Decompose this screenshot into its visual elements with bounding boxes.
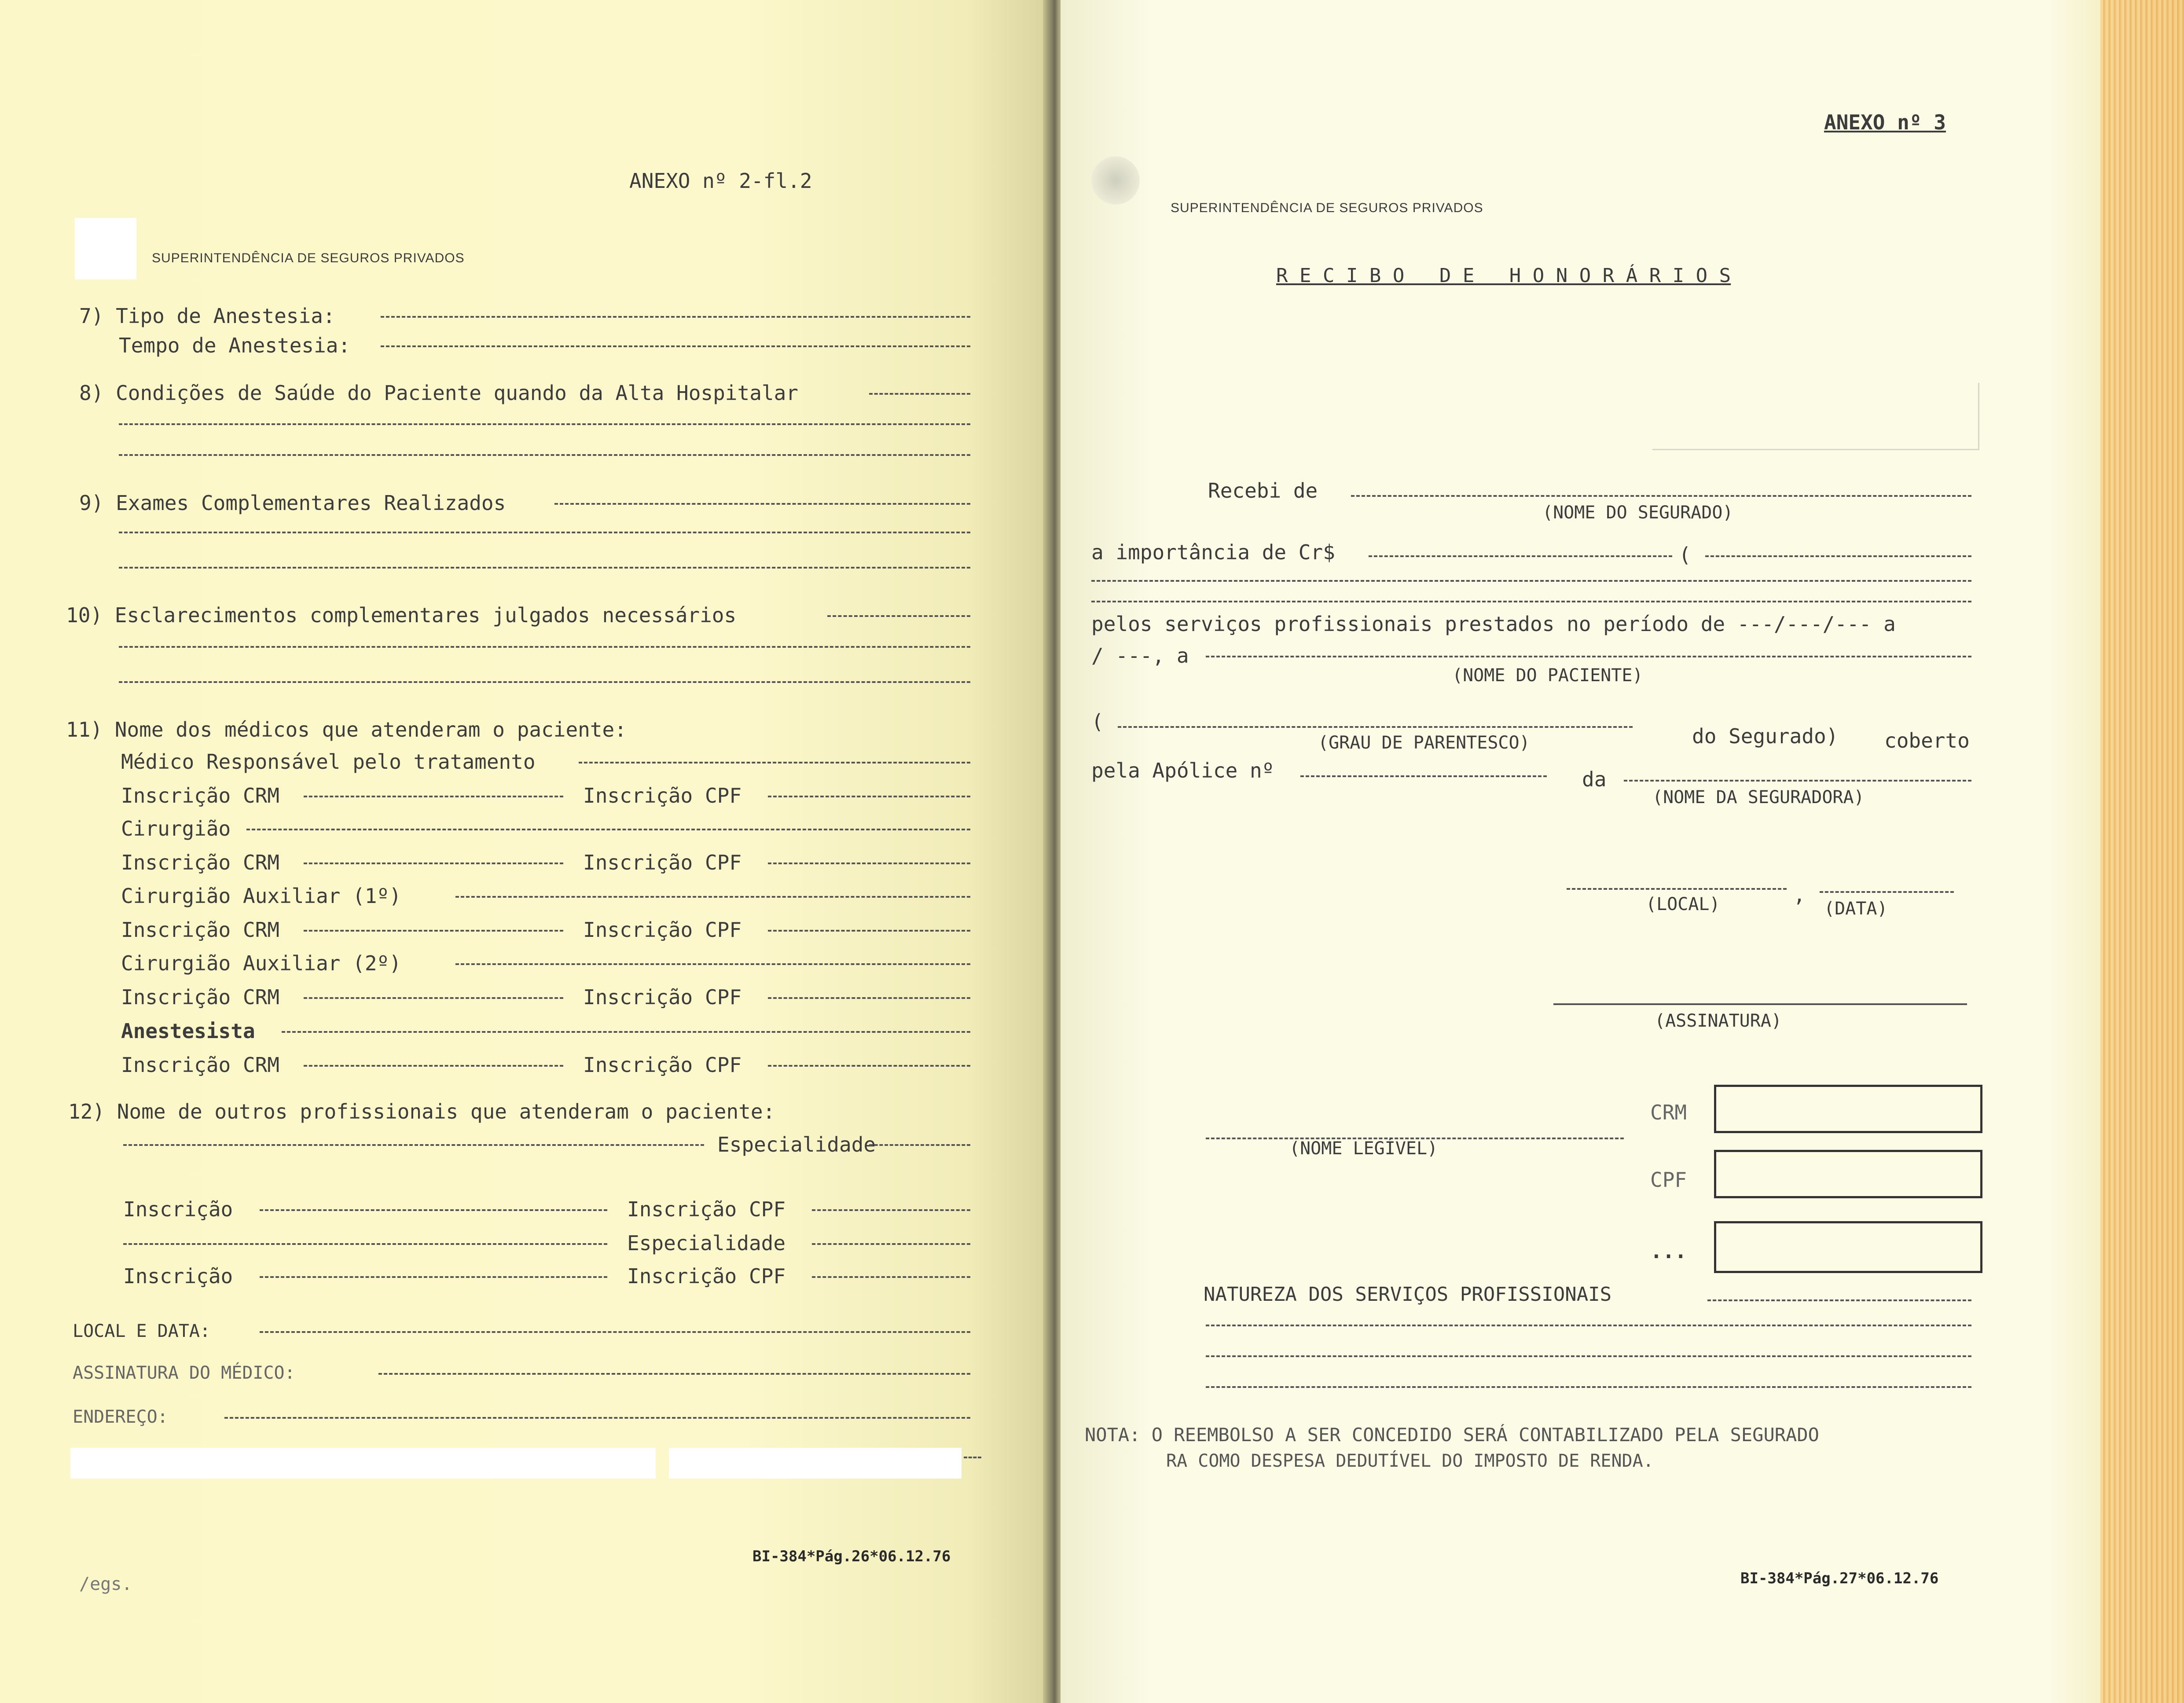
importancia-line-3 bbox=[1091, 601, 1971, 602]
nota-line-1: NOTA: O REEMBOLSO A SER CONCEDIDO SERÁ CONTABILIZADO PELA SEGURADO bbox=[1085, 1424, 1819, 1446]
faint-box bbox=[1652, 383, 1979, 450]
cpf-line-1 bbox=[768, 796, 970, 797]
grau-caption: (GRAU DE PARENTESCO) bbox=[1318, 733, 1530, 753]
cirurgiao-label: Cirurgião bbox=[121, 817, 231, 840]
cpf-label: CPF bbox=[1650, 1168, 1687, 1192]
crm-line-3 bbox=[304, 930, 563, 932]
local-data-comma: , bbox=[1793, 883, 1806, 907]
recebi-line bbox=[1351, 495, 1971, 497]
cirurgiao-aux1-line bbox=[455, 896, 970, 898]
especialidade-label-1: Especialidade bbox=[717, 1133, 876, 1156]
nome-seguradora-caption: (NOME DA SEGURADORA) bbox=[1652, 787, 1865, 807]
annex-label-right: ANEXO nº 3 bbox=[1824, 110, 1946, 134]
endereco-line-tail bbox=[964, 1457, 981, 1458]
extra-label: ... bbox=[1650, 1239, 1687, 1263]
item12-name-line-1 bbox=[123, 1144, 704, 1146]
importancia-label: a importância de Cr$ bbox=[1091, 540, 1335, 564]
left-page bbox=[0, 0, 1052, 1703]
page-edges bbox=[2100, 0, 2184, 1703]
item11-label: 11) Nome dos médicos que atenderam o paciente: bbox=[66, 718, 627, 741]
cpf-line-4 bbox=[768, 997, 970, 999]
natureza-line-3 bbox=[1206, 1355, 1971, 1357]
seal-emblem bbox=[1091, 156, 1140, 205]
coberto-label: coberto bbox=[1884, 729, 1970, 752]
grau-line bbox=[1118, 726, 1633, 728]
receipt-title: R E C I B O D E H O N O R Á R I O S bbox=[1276, 264, 1731, 287]
periodo-end-line: / ---, a bbox=[1091, 644, 1189, 668]
item9-line-1 bbox=[554, 503, 970, 505]
inscricao-cpf-label-6: Inscrição CPF bbox=[627, 1197, 786, 1221]
cpf-line-3 bbox=[768, 930, 970, 932]
assinatura-label: ASSINATURA DO MÉDICO: bbox=[73, 1363, 295, 1383]
inscricao-label-1: Inscrição bbox=[123, 1197, 233, 1221]
natureza-line-2 bbox=[1206, 1325, 1971, 1326]
especialidade-line-2 bbox=[812, 1243, 970, 1245]
natureza-label: NATUREZA DOS SERVIÇOS PROFISSIONAIS bbox=[1204, 1283, 1612, 1306]
anestesista-line bbox=[282, 1031, 970, 1033]
crm-line-2 bbox=[304, 863, 563, 864]
item9-line-3 bbox=[119, 567, 970, 569]
page-stamp-right: BI-384*Pág.27*06.12.76 bbox=[1740, 1570, 1939, 1587]
page-stamp-left: BI-384*Pág.26*06.12.76 bbox=[752, 1548, 951, 1565]
nome-segurado-caption: (NOME DO SEGURADO) bbox=[1542, 503, 1733, 523]
grau-open-paren: ( bbox=[1091, 710, 1104, 734]
especialidade-line-1 bbox=[869, 1144, 970, 1146]
item7-tempo-line bbox=[381, 345, 970, 347]
item8-line-3 bbox=[119, 454, 970, 456]
agency-header-right: SUPERINTENDÊNCIA DE SEGUROS PRIVADOS bbox=[1171, 201, 1483, 215]
crm-label: CRM bbox=[1650, 1101, 1687, 1124]
item10-line-1 bbox=[827, 615, 970, 617]
cirurgiao-aux2-line bbox=[455, 963, 970, 965]
item8-line-2 bbox=[119, 423, 970, 425]
crm-box[interactable] bbox=[1714, 1085, 1982, 1133]
importancia-value-line bbox=[1369, 555, 1672, 557]
medico-resp-line bbox=[579, 762, 970, 763]
cpf-label-2: Inscrição CPF bbox=[583, 851, 742, 874]
inscricao-line-1 bbox=[260, 1209, 607, 1211]
cpf-box[interactable] bbox=[1714, 1150, 1982, 1198]
local-line bbox=[1567, 888, 1787, 890]
crm-label-1: Inscrição CRM bbox=[121, 784, 280, 807]
medico-resp-label: Médico Responsável pelo tratamento bbox=[121, 750, 536, 774]
redacted-seal-left bbox=[75, 218, 136, 279]
seguradora-line bbox=[1624, 780, 1971, 782]
item12-label: 12) Nome de outros profissionais que atenderam o paciente: bbox=[68, 1100, 775, 1123]
inscricao-cpf-line-6 bbox=[812, 1209, 970, 1211]
redacted-address-2 bbox=[669, 1448, 962, 1479]
cirurgiao-aux2-label: Cirurgião Auxiliar (2º) bbox=[121, 951, 401, 975]
natureza-line-1 bbox=[1707, 1299, 1971, 1301]
crm-line-1 bbox=[304, 796, 563, 797]
extra-box[interactable] bbox=[1714, 1221, 1982, 1273]
nome-paciente-line bbox=[1206, 656, 1971, 657]
cpf-label-4: Inscrição CPF bbox=[583, 985, 742, 1009]
data-line bbox=[1820, 891, 1954, 893]
cirurgiao-line bbox=[246, 829, 970, 830]
assinatura-caption: (ASSINATURA) bbox=[1655, 1011, 1782, 1031]
right-page bbox=[1061, 0, 2184, 1703]
data-caption: (DATA) bbox=[1824, 899, 1888, 919]
nome-paciente-caption: (NOME DO PACIENTE) bbox=[1452, 665, 1643, 686]
cpf-label-3: Inscrição CPF bbox=[583, 918, 742, 942]
inscricao-cpf-label-7: Inscrição CPF bbox=[627, 1264, 786, 1288]
item8-line-1 bbox=[869, 393, 970, 395]
cirurgiao-aux1-label: Cirurgião Auxiliar (1º) bbox=[121, 884, 401, 908]
especialidade-label-2: Especialidade bbox=[627, 1231, 786, 1255]
endereco-label: ENDEREÇO: bbox=[73, 1407, 168, 1427]
local-caption: (LOCAL) bbox=[1646, 894, 1720, 914]
agency-header-left: SUPERINTENDÊNCIA DE SEGUROS PRIVADOS bbox=[152, 251, 465, 265]
item10-label: 10) Esclarecimentos complementares julgados necessários bbox=[66, 603, 737, 627]
crm-label-4: Inscrição CRM bbox=[121, 985, 280, 1009]
item7-tempo-label: Tempo de Anestesia: bbox=[119, 334, 351, 357]
inscricao-line-2 bbox=[260, 1276, 607, 1278]
local-data-label: LOCAL E DATA: bbox=[73, 1321, 211, 1341]
pelos-servicos-label: pelos serviços profissionais prestados no período de ---/---/--- a bbox=[1091, 612, 1896, 636]
item7-tipo-line bbox=[381, 316, 970, 318]
inscricao-cpf-line-7 bbox=[812, 1276, 970, 1278]
crm-label-2: Inscrição CRM bbox=[121, 851, 280, 874]
cpf-line-5 bbox=[768, 1065, 970, 1067]
apolice-label: pela Apólice nº bbox=[1091, 759, 1274, 782]
apolice-line bbox=[1300, 775, 1547, 777]
local-data-line bbox=[260, 1331, 970, 1333]
assinatura-line bbox=[378, 1373, 970, 1375]
item9-line-2 bbox=[119, 532, 970, 533]
recebi-label: Recebi de bbox=[1208, 479, 1318, 503]
importancia-extenso-line bbox=[1705, 555, 1971, 557]
do-segurado-label: do Segurado) bbox=[1692, 724, 1839, 748]
annex-label-left: ANEXO nº 2-fl.2 bbox=[629, 169, 812, 193]
crm-label-3: Inscrição CRM bbox=[121, 918, 280, 942]
item7-tipo-label: 7) Tipo de Anestesia: bbox=[79, 304, 335, 328]
initials: /egs. bbox=[79, 1574, 132, 1594]
item8-label: 8) Condições de Saúde do Paciente quando da Alta Hospitalar bbox=[79, 381, 798, 405]
crm-line-4 bbox=[304, 997, 563, 999]
nota-line-2: RA COMO DESPESA DEDUTÍVEL DO IMPOSTO DE RENDA. bbox=[1166, 1451, 1654, 1471]
item12-name-line-2 bbox=[123, 1243, 607, 1245]
item9-label: 9) Exames Complementares Realizados bbox=[79, 491, 506, 515]
anestesista-label: Anestesista bbox=[121, 1019, 255, 1043]
item10-line-2 bbox=[119, 646, 970, 648]
nome-legivel-caption: (NOME LEGÍVEL) bbox=[1289, 1138, 1438, 1159]
natureza-line-4 bbox=[1206, 1386, 1971, 1388]
assinatura-line-right bbox=[1553, 1003, 1967, 1005]
crm-line-5 bbox=[304, 1065, 563, 1067]
cpf-line-2 bbox=[768, 863, 970, 864]
redacted-address-1 bbox=[70, 1448, 656, 1479]
endereco-line bbox=[224, 1417, 970, 1419]
importancia-line-2 bbox=[1091, 580, 1971, 582]
importancia-paren: ( bbox=[1679, 543, 1691, 567]
item10-line-3 bbox=[119, 681, 970, 683]
da-label: da bbox=[1582, 767, 1607, 791]
inscricao-label-2: Inscrição bbox=[123, 1264, 233, 1288]
cpf-label-1: Inscrição CPF bbox=[583, 784, 742, 807]
cpf-label-5: Inscrição CPF bbox=[583, 1053, 742, 1077]
crm-label-5: Inscrição CRM bbox=[121, 1053, 280, 1077]
